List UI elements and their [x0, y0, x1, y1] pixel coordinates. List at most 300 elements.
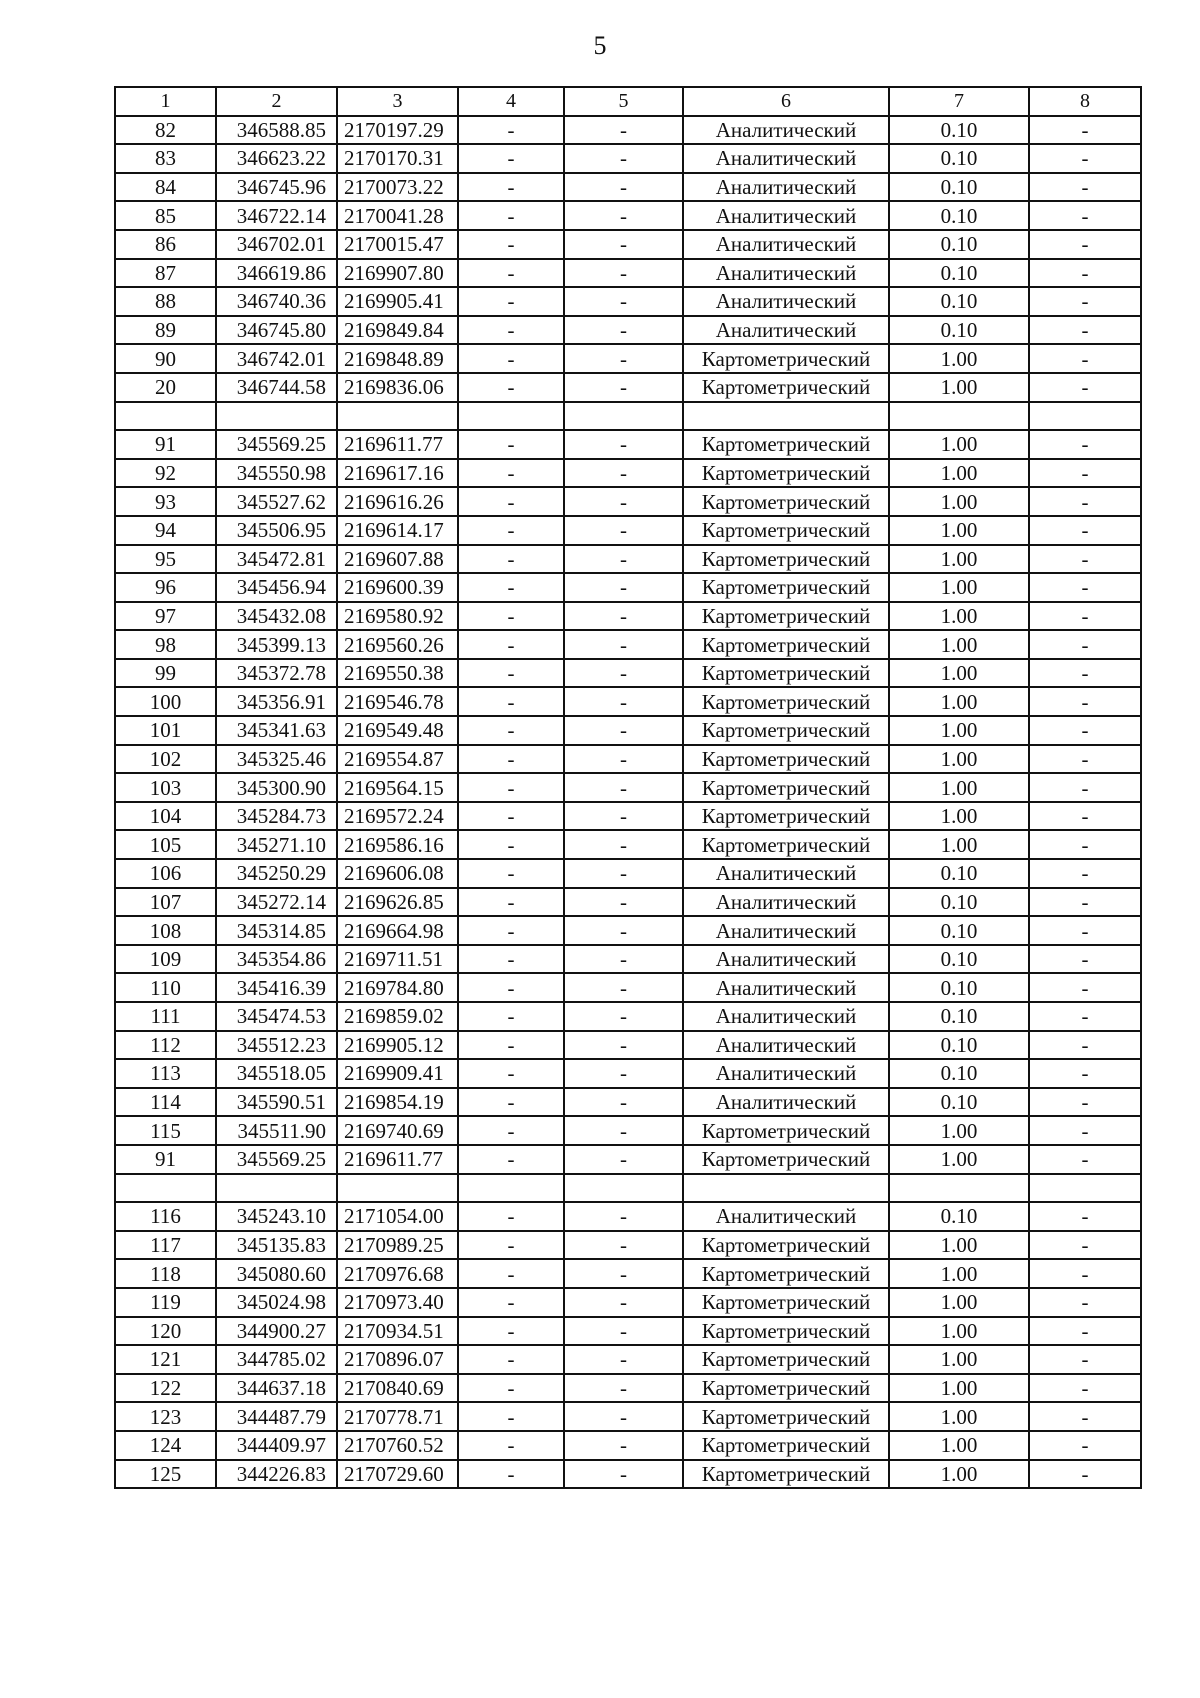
col5-cell: -: [564, 1374, 683, 1403]
table-row: [115, 259, 1141, 288]
col8-cell: -: [1029, 1116, 1141, 1145]
x-coordinate-cell: 345354.86: [216, 945, 337, 974]
point-number-cell: 123: [115, 1402, 216, 1431]
point-number-cell: 109: [115, 945, 216, 974]
col4-cell: -: [458, 1259, 564, 1288]
accuracy-cell: 1.00: [889, 344, 1029, 373]
col8-cell: [1029, 1174, 1141, 1203]
y-coordinate-cell: 2170729.60: [337, 1460, 458, 1489]
col4-cell: [458, 1174, 564, 1203]
x-coordinate-cell: 346702.01: [216, 230, 337, 259]
x-coordinate-cell: 345416.39: [216, 973, 337, 1002]
x-coordinate-cell: 345024.98: [216, 1288, 337, 1317]
col8-cell: -: [1029, 916, 1141, 945]
col4-cell: -: [458, 516, 564, 545]
col4-cell: -: [458, 1317, 564, 1346]
col5-cell: -: [564, 1031, 683, 1060]
y-coordinate-cell: 2169564.15: [337, 773, 458, 802]
accuracy-cell: 1.00: [889, 487, 1029, 516]
method-cell: Картометрический: [683, 1374, 889, 1403]
point-number-cell: 84: [115, 173, 216, 202]
method-cell: Картометрический: [683, 1317, 889, 1346]
col8-cell: -: [1029, 459, 1141, 488]
col5-cell: -: [564, 802, 683, 831]
col8-cell: -: [1029, 1460, 1141, 1489]
point-number-cell: 116: [115, 1202, 216, 1231]
table-row: [115, 745, 1141, 774]
table-row: [115, 1059, 1141, 1088]
col8-cell: -: [1029, 630, 1141, 659]
col5-cell: -: [564, 516, 683, 545]
point-number-cell: 82: [115, 116, 216, 145]
point-number-cell: 108: [115, 916, 216, 945]
method-cell: Картометрический: [683, 659, 889, 688]
table-row: [115, 888, 1141, 917]
col4-cell: -: [458, 687, 564, 716]
accuracy-cell: 1.00: [889, 630, 1029, 659]
x-coordinate-cell: 345243.10: [216, 1202, 337, 1231]
col5-cell: -: [564, 1145, 683, 1174]
accuracy-cell: 1.00: [889, 802, 1029, 831]
y-coordinate-cell: 2170989.25: [337, 1231, 458, 1260]
col4-cell: -: [458, 888, 564, 917]
col5-cell: -: [564, 1460, 683, 1489]
col4-cell: -: [458, 716, 564, 745]
header-cell-4: 4: [458, 87, 564, 116]
point-number-cell: 106: [115, 859, 216, 888]
col4-cell: -: [458, 1374, 564, 1403]
method-cell: Картометрический: [683, 430, 889, 459]
col5-cell: -: [564, 1317, 683, 1346]
table-row: [115, 659, 1141, 688]
col5-cell: -: [564, 259, 683, 288]
y-coordinate-cell: 2169572.24: [337, 802, 458, 831]
x-coordinate-cell: 345456.94: [216, 573, 337, 602]
x-coordinate-cell: [216, 1174, 337, 1203]
col4-cell: -: [458, 1059, 564, 1088]
x-coordinate-cell: 345569.25: [216, 1145, 337, 1174]
col8-cell: [1029, 402, 1141, 431]
col5-cell: -: [564, 1116, 683, 1145]
col8-cell: -: [1029, 287, 1141, 316]
method-cell: Аналитический: [683, 888, 889, 917]
x-coordinate-cell: 345325.46: [216, 745, 337, 774]
table-row: [115, 1231, 1141, 1260]
col4-cell: -: [458, 573, 564, 602]
col5-cell: -: [564, 1231, 683, 1260]
point-number-cell: 101: [115, 716, 216, 745]
x-coordinate-cell: 345300.90: [216, 773, 337, 802]
col4-cell: -: [458, 1288, 564, 1317]
point-number-cell: 121: [115, 1345, 216, 1374]
method-cell: [683, 1174, 889, 1203]
table-row: [115, 1259, 1141, 1288]
col4-cell: -: [458, 1116, 564, 1145]
accuracy-cell: 1.00: [889, 459, 1029, 488]
point-number-cell: 124: [115, 1431, 216, 1460]
method-cell: Картометрический: [683, 1145, 889, 1174]
col4-cell: -: [458, 173, 564, 202]
col8-cell: -: [1029, 602, 1141, 631]
point-number-cell: [115, 1174, 216, 1203]
header-cell-1: 1: [115, 87, 216, 116]
accuracy-cell: 1.00: [889, 773, 1029, 802]
y-coordinate-cell: 2169905.12: [337, 1031, 458, 1060]
table-row: [115, 602, 1141, 631]
method-cell: Аналитический: [683, 173, 889, 202]
point-number-cell: 91: [115, 430, 216, 459]
x-coordinate-cell: 345518.05: [216, 1059, 337, 1088]
accuracy-cell: 0.10: [889, 287, 1029, 316]
col5-cell: -: [564, 1431, 683, 1460]
method-cell: Картометрический: [683, 1259, 889, 1288]
col4-cell: -: [458, 116, 564, 145]
col8-cell: -: [1029, 1374, 1141, 1403]
table-row: [115, 430, 1141, 459]
col8-cell: -: [1029, 973, 1141, 1002]
x-coordinate-cell: 344785.02: [216, 1345, 337, 1374]
col5-cell: -: [564, 1259, 683, 1288]
x-coordinate-cell: 345272.14: [216, 888, 337, 917]
accuracy-cell: 0.10: [889, 859, 1029, 888]
accuracy-cell: 1.00: [889, 1317, 1029, 1346]
table-row: [115, 459, 1141, 488]
col4-cell: -: [458, 373, 564, 402]
table-row: [115, 687, 1141, 716]
method-cell: Картометрический: [683, 830, 889, 859]
accuracy-cell: 0.10: [889, 316, 1029, 345]
y-coordinate-cell: 2170973.40: [337, 1288, 458, 1317]
col5-cell: -: [564, 773, 683, 802]
col8-cell: -: [1029, 687, 1141, 716]
x-coordinate-cell: 346745.96: [216, 173, 337, 202]
table-row: [115, 116, 1141, 145]
table-row: [115, 973, 1141, 1002]
col5-cell: -: [564, 1288, 683, 1317]
col5-cell: -: [564, 573, 683, 602]
method-cell: Картометрический: [683, 573, 889, 602]
y-coordinate-cell: 2169600.39: [337, 573, 458, 602]
accuracy-cell: 0.10: [889, 1059, 1029, 1088]
y-coordinate-cell: 2169611.77: [337, 430, 458, 459]
table-row: [115, 545, 1141, 574]
col8-cell: -: [1029, 144, 1141, 173]
coordinates-table: [114, 86, 1142, 1489]
x-coordinate-cell: 345080.60: [216, 1259, 337, 1288]
accuracy-cell: 1.00: [889, 1374, 1029, 1403]
col8-cell: -: [1029, 316, 1141, 345]
method-cell: Картометрический: [683, 1431, 889, 1460]
x-coordinate-cell: 344900.27: [216, 1317, 337, 1346]
table-row: [115, 802, 1141, 831]
col5-cell: -: [564, 1345, 683, 1374]
col4-cell: -: [458, 973, 564, 1002]
accuracy-cell: [889, 402, 1029, 431]
accuracy-cell: 0.10: [889, 973, 1029, 1002]
x-coordinate-cell: 345472.81: [216, 545, 337, 574]
method-cell: Аналитический: [683, 1031, 889, 1060]
col8-cell: -: [1029, 1345, 1141, 1374]
col8-cell: -: [1029, 545, 1141, 574]
method-cell: Картометрический: [683, 773, 889, 802]
col4-cell: -: [458, 316, 564, 345]
point-number-cell: 100: [115, 687, 216, 716]
method-cell: Картометрический: [683, 1231, 889, 1260]
table-row: [115, 573, 1141, 602]
accuracy-cell: 0.10: [889, 945, 1029, 974]
x-coordinate-cell: 345271.10: [216, 830, 337, 859]
point-number-cell: 119: [115, 1288, 216, 1317]
point-number-cell: 103: [115, 773, 216, 802]
col8-cell: -: [1029, 201, 1141, 230]
accuracy-cell: 1.00: [889, 430, 1029, 459]
table-row: [115, 1174, 1141, 1203]
accuracy-cell: [889, 1174, 1029, 1203]
table-row: [115, 1460, 1141, 1489]
header-cell-6: 6: [683, 87, 889, 116]
point-number-cell: 88: [115, 287, 216, 316]
header-cell-5: 5: [564, 87, 683, 116]
x-coordinate-cell: 345250.29: [216, 859, 337, 888]
table-row: [115, 201, 1141, 230]
col5-cell: -: [564, 1402, 683, 1431]
col8-cell: -: [1029, 1288, 1141, 1317]
col8-cell: -: [1029, 659, 1141, 688]
accuracy-cell: 0.10: [889, 144, 1029, 173]
y-coordinate-cell: 2169784.80: [337, 973, 458, 1002]
point-number-cell: 120: [115, 1317, 216, 1346]
y-coordinate-cell: 2169614.17: [337, 516, 458, 545]
col4-cell: -: [458, 745, 564, 774]
col4-cell: -: [458, 459, 564, 488]
method-cell: Аналитический: [683, 316, 889, 345]
x-coordinate-cell: 346744.58: [216, 373, 337, 402]
point-number-cell: 125: [115, 1460, 216, 1489]
col8-cell: -: [1029, 716, 1141, 745]
col5-cell: -: [564, 630, 683, 659]
point-number-cell: 83: [115, 144, 216, 173]
col4-cell: -: [458, 1031, 564, 1060]
col5-cell: -: [564, 287, 683, 316]
y-coordinate-cell: 2169611.77: [337, 1145, 458, 1174]
col5-cell: -: [564, 487, 683, 516]
x-coordinate-cell: 345506.95: [216, 516, 337, 545]
table-row: [115, 516, 1141, 545]
accuracy-cell: 1.00: [889, 716, 1029, 745]
col5-cell: -: [564, 116, 683, 145]
table-row: [115, 773, 1141, 802]
col8-cell: -: [1029, 1031, 1141, 1060]
x-coordinate-cell: 346742.01: [216, 344, 337, 373]
point-number-cell: 92: [115, 459, 216, 488]
accuracy-cell: 1.00: [889, 516, 1029, 545]
x-coordinate-cell: 345135.83: [216, 1231, 337, 1260]
y-coordinate-cell: 2169617.16: [337, 459, 458, 488]
col5-cell: -: [564, 745, 683, 774]
method-cell: Аналитический: [683, 1002, 889, 1031]
table-row: [115, 1402, 1141, 1431]
col5-cell: [564, 1174, 683, 1203]
method-cell: Аналитический: [683, 1059, 889, 1088]
y-coordinate-cell: 2169586.16: [337, 830, 458, 859]
x-coordinate-cell: 345512.23: [216, 1031, 337, 1060]
method-cell: Аналитический: [683, 144, 889, 173]
col4-cell: -: [458, 144, 564, 173]
method-cell: Картометрический: [683, 1402, 889, 1431]
col8-cell: -: [1029, 1431, 1141, 1460]
y-coordinate-cell: 2169905.41: [337, 287, 458, 316]
table-row: [115, 945, 1141, 974]
point-number-cell: 114: [115, 1088, 216, 1117]
accuracy-cell: 1.00: [889, 1259, 1029, 1288]
point-number-cell: 117: [115, 1231, 216, 1260]
col4-cell: -: [458, 859, 564, 888]
x-coordinate-cell: [216, 402, 337, 431]
col8-cell: -: [1029, 116, 1141, 145]
y-coordinate-cell: 2169616.26: [337, 487, 458, 516]
col4-cell: -: [458, 1345, 564, 1374]
y-coordinate-cell: 2169560.26: [337, 630, 458, 659]
col8-cell: -: [1029, 745, 1141, 774]
y-coordinate-cell: [337, 1174, 458, 1203]
col8-cell: -: [1029, 830, 1141, 859]
method-cell: Аналитический: [683, 1088, 889, 1117]
method-cell: Картометрический: [683, 630, 889, 659]
point-number-cell: 118: [115, 1259, 216, 1288]
method-cell: Аналитический: [683, 1202, 889, 1231]
accuracy-cell: 1.00: [889, 1402, 1029, 1431]
x-coordinate-cell: 346619.86: [216, 259, 337, 288]
col8-cell: -: [1029, 1202, 1141, 1231]
col8-cell: -: [1029, 888, 1141, 917]
point-number-cell: 90: [115, 344, 216, 373]
col8-cell: -: [1029, 516, 1141, 545]
point-number-cell: 113: [115, 1059, 216, 1088]
table-row: [115, 487, 1141, 516]
y-coordinate-cell: 2169711.51: [337, 945, 458, 974]
accuracy-cell: 1.00: [889, 1345, 1029, 1374]
col4-cell: -: [458, 287, 564, 316]
table-row: [115, 716, 1141, 745]
table-row: [115, 230, 1141, 259]
accuracy-cell: 1.00: [889, 1145, 1029, 1174]
x-coordinate-cell: 346740.36: [216, 287, 337, 316]
y-coordinate-cell: 2170170.31: [337, 144, 458, 173]
x-coordinate-cell: 344637.18: [216, 1374, 337, 1403]
col8-cell: -: [1029, 1259, 1141, 1288]
col8-cell: -: [1029, 859, 1141, 888]
col5-cell: [564, 402, 683, 431]
col4-cell: -: [458, 1202, 564, 1231]
method-cell: Картометрический: [683, 487, 889, 516]
method-cell: Картометрический: [683, 459, 889, 488]
col4-cell: -: [458, 659, 564, 688]
table-row: [115, 287, 1141, 316]
point-number-cell: 115: [115, 1116, 216, 1145]
x-coordinate-cell: 345284.73: [216, 802, 337, 831]
y-coordinate-cell: 2170015.47: [337, 230, 458, 259]
table-body: [115, 87, 1141, 1488]
col8-cell: -: [1029, 1231, 1141, 1260]
accuracy-cell: 1.00: [889, 1231, 1029, 1260]
header-cell-8: 8: [1029, 87, 1141, 116]
col8-cell: -: [1029, 1145, 1141, 1174]
method-cell: Аналитический: [683, 201, 889, 230]
method-cell: Аналитический: [683, 973, 889, 1002]
col4-cell: -: [458, 487, 564, 516]
accuracy-cell: 1.00: [889, 745, 1029, 774]
col4-cell: -: [458, 945, 564, 974]
accuracy-cell: 1.00: [889, 1288, 1029, 1317]
method-cell: Картометрический: [683, 602, 889, 631]
x-coordinate-cell: 345341.63: [216, 716, 337, 745]
col4-cell: -: [458, 1145, 564, 1174]
point-number-cell: 85: [115, 201, 216, 230]
y-coordinate-cell: 2170976.68: [337, 1259, 458, 1288]
y-coordinate-cell: 2169664.98: [337, 916, 458, 945]
col4-cell: -: [458, 802, 564, 831]
col5-cell: -: [564, 1059, 683, 1088]
table-row: [115, 1317, 1141, 1346]
y-coordinate-cell: 2169849.84: [337, 316, 458, 345]
accuracy-cell: 0.10: [889, 259, 1029, 288]
y-coordinate-cell: 2170778.71: [337, 1402, 458, 1431]
point-number-cell: 111: [115, 1002, 216, 1031]
col5-cell: -: [564, 1088, 683, 1117]
col5-cell: -: [564, 830, 683, 859]
x-coordinate-cell: 344226.83: [216, 1460, 337, 1489]
accuracy-cell: 1.00: [889, 1116, 1029, 1145]
col8-cell: -: [1029, 344, 1141, 373]
y-coordinate-cell: 2169626.85: [337, 888, 458, 917]
y-coordinate-cell: 2171054.00: [337, 1202, 458, 1231]
x-coordinate-cell: 345314.85: [216, 916, 337, 945]
accuracy-cell: 0.10: [889, 1002, 1029, 1031]
col8-cell: -: [1029, 1002, 1141, 1031]
x-coordinate-cell: 346588.85: [216, 116, 337, 145]
method-cell: Картометрический: [683, 516, 889, 545]
method-cell: Картометрический: [683, 1288, 889, 1317]
x-coordinate-cell: 346722.14: [216, 201, 337, 230]
col5-cell: -: [564, 1202, 683, 1231]
method-cell: Аналитический: [683, 916, 889, 945]
y-coordinate-cell: 2170197.29: [337, 116, 458, 145]
y-coordinate-cell: 2169549.48: [337, 716, 458, 745]
col5-cell: -: [564, 888, 683, 917]
accuracy-cell: 0.10: [889, 201, 1029, 230]
col5-cell: -: [564, 173, 683, 202]
accuracy-cell: 0.10: [889, 230, 1029, 259]
table-row: [115, 830, 1141, 859]
header-cell-7: 7: [889, 87, 1029, 116]
y-coordinate-cell: 2169606.08: [337, 859, 458, 888]
accuracy-cell: 1.00: [889, 830, 1029, 859]
col8-cell: -: [1029, 773, 1141, 802]
col4-cell: -: [458, 1431, 564, 1460]
method-cell: Картометрический: [683, 745, 889, 774]
point-number-cell: 122: [115, 1374, 216, 1403]
x-coordinate-cell: 345399.13: [216, 630, 337, 659]
col4-cell: -: [458, 259, 564, 288]
point-number-cell: 86: [115, 230, 216, 259]
table-row: [115, 1345, 1141, 1374]
method-cell: Картометрический: [683, 373, 889, 402]
accuracy-cell: 1.00: [889, 545, 1029, 574]
col5-cell: -: [564, 602, 683, 631]
col5-cell: -: [564, 144, 683, 173]
col5-cell: -: [564, 716, 683, 745]
x-coordinate-cell: 345356.91: [216, 687, 337, 716]
